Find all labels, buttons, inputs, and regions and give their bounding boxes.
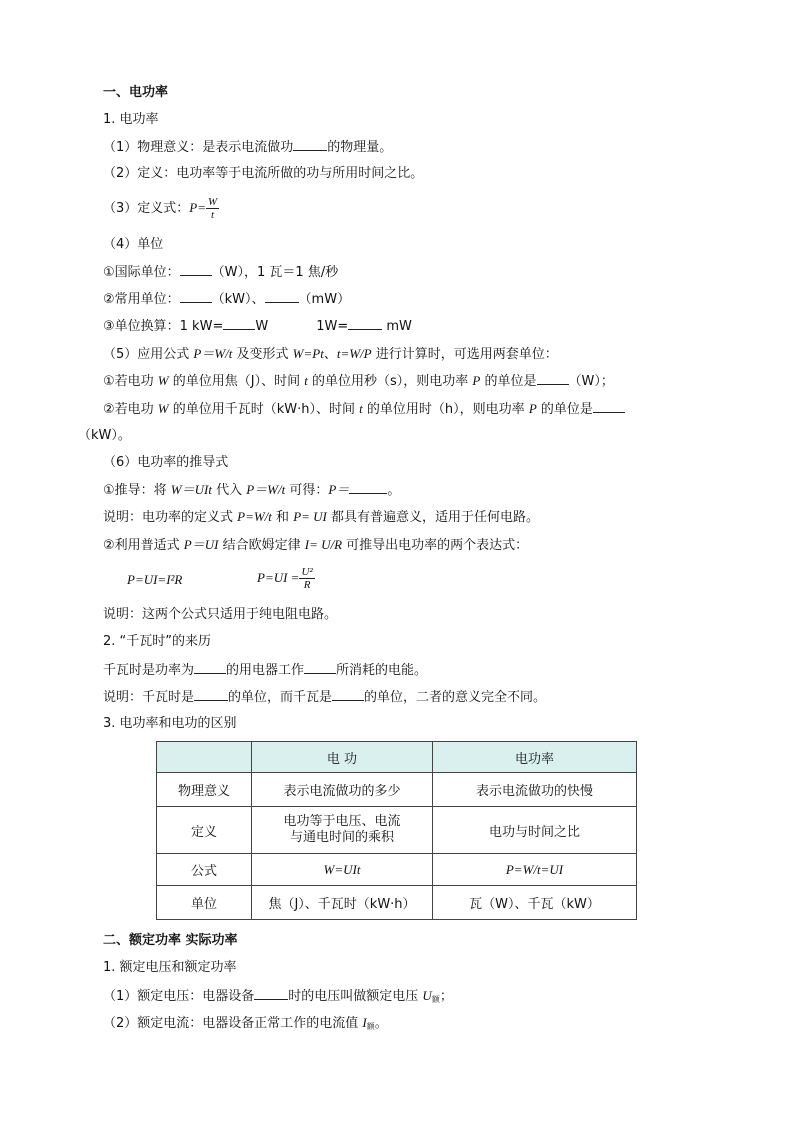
table-row — [157, 773, 637, 807]
heading-kwh: 2. “千瓦时”的来历 — [103, 634, 212, 649]
apply-case-2-cont: （kW）。 — [78, 428, 131, 443]
table-cell: 电功等于电压、电流 与通电时间的乘积 — [252, 807, 433, 854]
rated-current: （2）额定电流：电器设备正常工作的电流值 $I_额$。 — [103, 1015, 388, 1031]
section-2-title: 二、额定功率 实际功率 — [103, 933, 238, 948]
equation-u2r: P=UI = $\frac{\text{U²}}{R}$ — [257, 566, 313, 591]
note-general: 说明：电功率的定义式 P=W/t 和 P= UI 都具有普遍意义，适用于任何电路。 — [103, 509, 540, 525]
kwh-note: 说明：千瓦时是 的单位，而千瓦是 的单位，二者的意义完全不同。 — [103, 690, 547, 705]
table-cell: 表示电流做功的多少 — [252, 773, 433, 807]
kwh-definition: 千瓦时是功率为 的用电器工作 所消耗的电能。 — [103, 663, 428, 678]
item-units: （4）单位 — [103, 237, 164, 252]
heading-difference: 3. 电功率和电功的区别 — [103, 716, 237, 731]
table-row — [157, 854, 637, 886]
table-header-cell: 电功率 — [433, 742, 637, 773]
item-apply: （5）应用公式 P＝W/t 及变形式 W=Pt、t=W/P 进行计算时，可选用两套单位： — [103, 346, 558, 362]
apply-case-1: ①若电功 W 的单位用焦（J）、时间 t 的单位用秒（s），则电功率 P 的单位是 （W）； — [103, 373, 614, 389]
table-header-cell: 电 功 — [252, 742, 433, 773]
table-cell: 公式 — [157, 854, 252, 886]
heading-rated: 1. 额定电压和额定功率 — [103, 960, 237, 975]
unit-common: ②常用单位： （kW）、 （mW） — [103, 292, 351, 307]
equation-i2r: P=UI=I²R — [127, 572, 183, 587]
table-cell: 单位 — [157, 886, 252, 920]
unit-conversion: ③单位换算：1 kW= W 1W= mW — [103, 319, 412, 334]
table-cell: 焦（J）、千瓦时（kW·h） — [252, 886, 433, 920]
table-cell: 瓦（W）、千瓦（kW） — [433, 886, 637, 920]
table-row — [157, 807, 637, 854]
derivation-1: ①推导：将 W＝UIt 代入 P＝W/t 可得：P＝ 。 — [103, 482, 401, 498]
section-1-title: 一、电功率 — [103, 85, 169, 100]
derivation-2: ②利用普适式 P＝UI 结合欧姆定律 I= U/R 可推导出电功率的两个表达式： — [103, 537, 529, 553]
item-formula: （3）定义式：P= $\frac{W}{t}$ — [103, 196, 218, 221]
unit-si: ①国际单位： （W），1 瓦＝1 焦/秒 — [103, 265, 339, 280]
table-header-cell — [157, 742, 252, 773]
rated-voltage: （1）额定电压：电器设备 时的电压叫做额定电压 $U_额$； — [103, 988, 453, 1004]
table-cell: 电功与时间之比 — [433, 807, 637, 854]
item-definition: （2）定义：电功率等于电流所做的功与所用时间之比。 — [103, 166, 424, 181]
item-derivation: （6）电功率的推导式 — [103, 455, 229, 470]
apply-case-2: ②若电功 W 的单位用千瓦时（kW·h）、时间 t 的单位用时（h），则电功率 P 的单位是 — [103, 400, 625, 419]
item-meaning: （1）物理意义：是表示电流做功 的物理量。 — [103, 140, 393, 155]
note-pure-resistance: 说明：这两个公式只适用于纯电阻电路。 — [103, 607, 338, 622]
table-cell: 定义 — [157, 807, 252, 854]
heading-power: 1. 电功率 — [103, 112, 159, 127]
table-row — [157, 886, 637, 920]
table-cell: 表示电流做功的快慢 — [433, 773, 637, 807]
comparison-table — [156, 741, 637, 920]
table-cell: P=W/t=UI — [433, 854, 637, 886]
table-cell: 物理意义 — [157, 773, 252, 807]
table-cell: W=UIt — [252, 854, 433, 886]
